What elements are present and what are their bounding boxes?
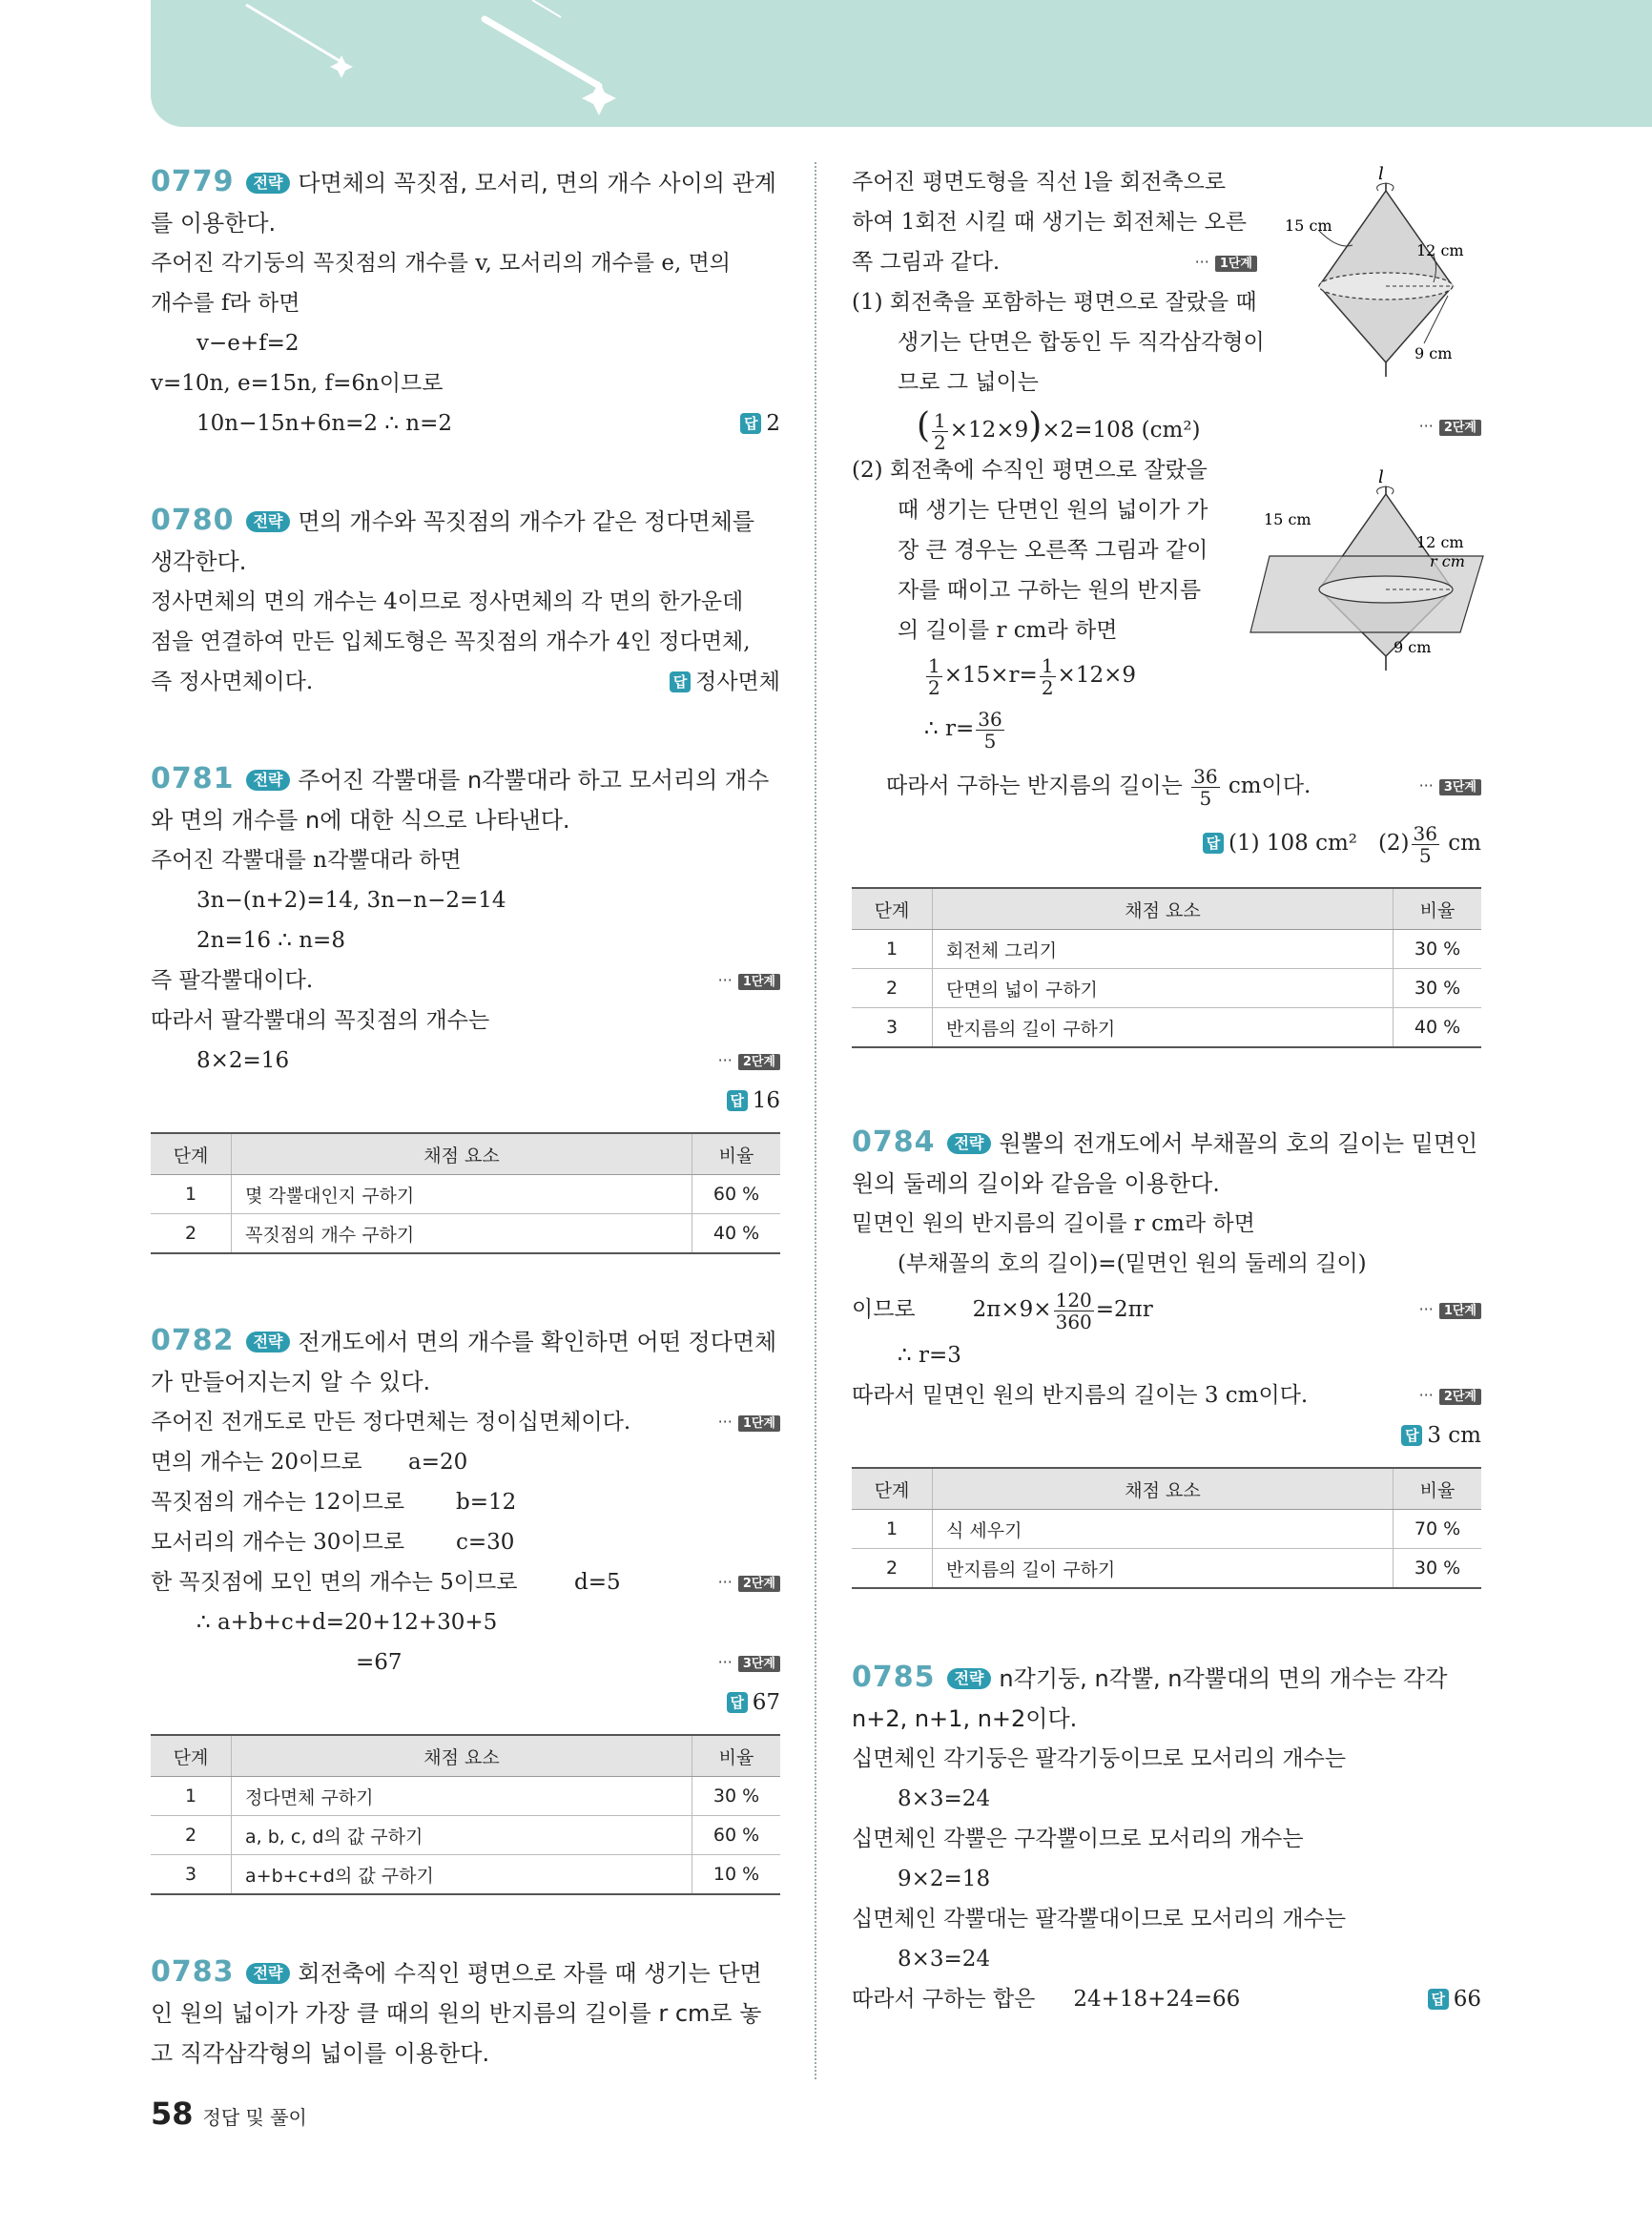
solution-line: 개수를 f라 하면 <box>151 291 300 316</box>
strategy-tag: 전략 <box>947 1133 992 1154</box>
table-row: 1 식 세우기 70 % <box>852 1510 1481 1549</box>
step-marker: ··· 1단계 <box>1419 1284 1481 1337</box>
solution-line: (부채꼴의 호의 길이)=(밑면인 원의 둘레의 길이) <box>898 1251 1367 1276</box>
strategy-text: 원뿔의 전개도에서 부채꼴의 호의 길이는 밑면인 원의 둘레의 길이와 같음을 이용한다. <box>852 1130 1478 1197</box>
scoring-table: 단계 채점 요소 비율 1 몇 각뿔대인지 구하기 60 % 2 꼭짓점의 개수 구하기 40 % <box>151 1132 780 1254</box>
solution-line: 주어진 평면도형을 직선 l을 회전축으로 <box>852 170 1227 195</box>
solution-line: 쪽 그림과 같다. ··· 1단계 <box>852 242 1257 282</box>
column-divider <box>815 162 816 2079</box>
solution-line: 따라서 팔각뿔대의 꼭짓점의 개수는 <box>151 1008 490 1033</box>
strategy-tag: 전략 <box>246 1332 291 1352</box>
problem-number: 0780 <box>151 504 235 537</box>
answer-mark: 답 <box>727 1090 748 1111</box>
right-column <box>852 162 1481 2019</box>
equation: ∴ r= $\frac{36}{5}$ <box>924 707 1002 753</box>
solution-line: 생기는 단면은 합동인 두 직각삼각형이 <box>898 330 1265 355</box>
table-row: 3 a+b+c+d의 값 구하기 10 % <box>151 1855 780 1895</box>
solution-line: v=10n, e=15n, f=6n이므로 <box>151 371 444 396</box>
equation: =67 ··· 3단계 <box>151 1642 780 1683</box>
answer: 답 3 cm <box>852 1415 1481 1456</box>
svg-text:12 cm: 12 cm <box>1416 241 1464 259</box>
strategy-tag: 전략 <box>246 511 291 532</box>
equation: 9×2=18 <box>898 1867 991 1891</box>
fraction: $\frac{1}{2}$ <box>934 408 946 454</box>
step-marker: ··· 2단계 <box>718 1041 780 1083</box>
equation: 8×3=24 <box>898 1947 991 1972</box>
strategy-text: 면의 개수와 꼭짓점의 개수가 같은 정다면체를 생각한다. <box>151 508 755 575</box>
svg-text:9 cm: 9 cm <box>1415 344 1453 362</box>
problem-0782 <box>151 1321 780 1895</box>
solution-line: 므로 그 넓이는 <box>898 370 1039 395</box>
step-marker: ··· 2단계 <box>1419 403 1481 452</box>
step-marker: ··· 2단계 <box>1419 1375 1481 1417</box>
solution-line: 한 꼭짓점에 모인 면의 개수는 5이므로 d=5 ··· 2단계 <box>151 1562 780 1602</box>
solution-line: 꼭짓점의 개수는 12이므로 b=12 <box>151 1490 517 1515</box>
table-row: 2 반지름의 길이 구하기 30 % <box>852 1549 1481 1589</box>
scoring-table: 단계 채점 요소 비율 1 회전체 그리기 30 % 2 단면의 넓이 구하기 30 % 3 반지름의 길이 구하기 40 % <box>852 887 1481 1048</box>
table-row: 3 반지름의 길이 구하기 40 % <box>852 1008 1481 1048</box>
strategy-text: n각기둥, n각뿔, n각뿔대의 면의 개수는 각각 n+2, n+1, n+2이다. <box>852 1665 1448 1732</box>
strategy-text: 회전축에 수직인 평면으로 자를 때 생기는 단면인 원의 넓이가 가장 클 때의 원의 반지름의 길이를 r cm로 놓고 직각삼각형의 넓이를 이용한다. <box>151 1960 762 2067</box>
solution-line: 따라서 구하는 합은 24+18+24=66 답 66 <box>852 1979 1481 2019</box>
answer: 답 66 <box>1428 1979 1481 2019</box>
header-banner <box>151 0 1652 127</box>
answer-mark: 답 <box>1428 1989 1449 2010</box>
problem-0783-solution <box>852 162 1481 1048</box>
page-footer <box>151 2096 307 2132</box>
shooting-star-decoration <box>151 0 818 127</box>
fraction: $\frac{36}{5}$ <box>1413 821 1437 867</box>
solution-line: 주어진 각기둥의 꼭짓점의 개수를 v, 모서리의 개수를 e, 면의 <box>151 251 732 276</box>
answer: 답 2 <box>740 403 780 444</box>
solution-line: 십면체인 각뿔은 구각뿔이므로 모서리의 개수는 <box>852 1827 1304 1851</box>
answer: 답 정사면체 <box>670 662 780 702</box>
solution-line: 면의 개수는 20이므로 a=20 <box>151 1450 468 1475</box>
problem-0780 <box>151 501 780 702</box>
problem-number: 0782 <box>151 1324 235 1357</box>
solution-line: 모서리의 개수는 30이므로 c=30 <box>151 1530 515 1555</box>
fraction: $\frac{120}{360}$ <box>1055 1288 1092 1333</box>
equation: ( $\frac{1}{2}$ ×12×9)×2=108 (cm²) ··· 2단계 <box>852 403 1481 450</box>
solution-line: 즉 팔각뿔대이다. ··· 1단계 <box>151 960 780 1001</box>
problem-number: 0785 <box>852 1661 936 1694</box>
strategy-text: 전개도에서 면의 개수를 확인하면 어떤 정다면체가 만들어지는지 알 수 있다. <box>151 1329 777 1395</box>
problem-0783 <box>151 1952 780 2074</box>
cut-cone-figure <box>1250 465 1483 675</box>
equation: 이므로 2π×9× $\frac{120}{360}$ =2πr ··· 1단계 <box>852 1284 1481 1335</box>
strategy-tag: 전략 <box>246 770 291 791</box>
solution-line: 주어진 각뿔대를 n각뿔대라 하면 <box>151 848 462 873</box>
problem-0784 <box>852 1123 1481 1589</box>
left-column <box>151 162 780 2074</box>
table-row: 2 꼭짓점의 개수 구하기 40 % <box>151 1214 780 1254</box>
solution-line: 장 큰 경우는 오른쪽 그림과 같이 <box>898 538 1208 563</box>
solution-line: 십면체인 각뿔대는 팔각뿔대이므로 모서리의 개수는 <box>852 1907 1347 1931</box>
solution-line: 정사면체의 면의 개수는 4이므로 정사면체의 각 면의 한가운데 <box>151 589 744 614</box>
problem-0779 <box>151 162 780 444</box>
problem-number: 0779 <box>151 165 235 198</box>
step-marker: ··· 1단계 <box>718 1402 780 1444</box>
table-row: 1 몇 각뿔대인지 구하기 60 % <box>151 1175 780 1214</box>
strategy-tag: 전략 <box>246 173 291 194</box>
step-marker: ··· 3단계 <box>1419 757 1481 816</box>
svg-text:15 cm: 15 cm <box>1285 217 1332 235</box>
solution-line: (1) 회전축을 포함하는 평면으로 잘랐을 때 <box>852 290 1257 315</box>
answer-mark: 답 <box>1203 833 1224 854</box>
solution-line: 주어진 전개도로 만든 정다면체는 정이십면체이다. ··· 1단계 <box>151 1402 780 1442</box>
step-marker: ··· 1단계 <box>1195 242 1257 284</box>
problem-number: 0784 <box>852 1125 936 1159</box>
solution-line: 따라서 밑면인 원의 반지름의 길이는 3 cm이다. ··· 2단계 <box>852 1375 1481 1415</box>
equation: 8×2=16 ··· 2단계 <box>151 1041 780 1081</box>
answer: 답 67 <box>151 1683 780 1723</box>
fraction: $\frac{36}{5}$ <box>978 707 1002 753</box>
scoring-table: 단계 채점 요소 비율 1 식 세우기 70 % 2 반지름의 길이 구하기 30 % <box>852 1467 1481 1589</box>
strategy-tag: 전략 <box>947 1668 992 1689</box>
svg-text:l: l <box>1378 164 1384 184</box>
fraction: $\frac{1}{2}$ <box>1041 653 1054 699</box>
solution-line: 점을 연결하여 만든 입체도형은 꼭짓점의 개수가 4인 정다면체, <box>151 630 751 654</box>
problem-number: 0781 <box>151 762 235 795</box>
table-row: 2 a, b, c, d의 값 구하기 60 % <box>151 1816 780 1855</box>
answer: 답 16 <box>151 1081 780 1121</box>
fraction: $\frac{1}{2}$ <box>928 653 940 699</box>
equation: ∴ a+b+c+d=20+12+30+5 <box>196 1610 498 1635</box>
problem-0785 <box>852 1658 1481 2019</box>
step-marker: ··· 3단계 <box>718 1642 780 1684</box>
svg-text:12 cm: 12 cm <box>1416 533 1464 551</box>
svg-text:l: l <box>1378 467 1384 487</box>
page-number: 58 <box>151 2096 194 2132</box>
answer-mark: 답 <box>670 671 691 692</box>
step-marker: ··· 1단계 <box>718 960 780 1002</box>
table-row: 1 회전체 그리기 30 % <box>852 930 1481 969</box>
table-row: 2 단면의 넓이 구하기 30 % <box>852 969 1481 1008</box>
solution-line: 하여 1회전 시킬 때 생기는 회전체는 오른 <box>852 210 1247 235</box>
solution-line: 십면체인 각기둥은 팔각기둥이므로 모서리의 개수는 <box>852 1746 1347 1771</box>
svg-text:15 cm: 15 cm <box>1264 510 1311 528</box>
solution-line: 때 생기는 단면인 원의 넓이가 가 <box>898 498 1208 523</box>
svg-text:r cm: r cm <box>1430 552 1465 570</box>
answer-mark: 답 <box>740 413 761 434</box>
strategy-text: 다면체의 꼭짓점, 모서리, 면의 개수 사이의 관계를 이용한다. <box>151 170 776 237</box>
problem-0781 <box>151 759 780 1254</box>
scoring-table: 단계 채점 요소 비율 1 정다면체 구하기 30 % 2 a, b, c, d의 값 구하기 60 % 3 a+b+c+d의 값 구하기 10 % <box>151 1734 780 1895</box>
solution-line: 의 길이를 r cm라 하면 <box>898 618 1118 643</box>
fraction: $\frac{36}{5}$ <box>1193 764 1218 810</box>
problem-number: 0783 <box>151 1955 235 1989</box>
page-section-title: 정답 및 풀이 <box>202 2106 307 2129</box>
answer-mark: 답 <box>1401 1425 1422 1446</box>
answer: 답 (1) 108 cm² (2) $\frac{36}{5}$ cm <box>852 815 1481 872</box>
equation: v−e+f=2 <box>196 331 299 356</box>
solution-line: 따라서 구하는 반지름의 길이는 $\frac{36}{5}$ cm이다. ··· 3단계 <box>852 757 1481 815</box>
solution-line: 즉 정사면체이다. 답 정사면체 <box>151 662 780 702</box>
answer-mark: 답 <box>727 1692 748 1713</box>
svg-text:9 cm: 9 cm <box>1394 638 1432 656</box>
equation: ∴ r=3 <box>898 1343 961 1368</box>
table-row: 1 정다면체 구하기 30 % <box>151 1777 780 1816</box>
equation: 2n=16 ∴ n=8 <box>196 928 345 953</box>
strategy-text: 주어진 각뿔대를 n각뿔대라 하고 모서리의 개수와 면의 개수를 n에 대한 식으로 나타낸다. <box>151 767 770 834</box>
strategy-tag: 전략 <box>246 1963 291 1984</box>
equation: 8×3=24 <box>898 1786 991 1811</box>
equation: $\frac{1}{2}$ ×15×r= $\frac{1}{2}$ ×12×9 <box>928 653 1136 699</box>
step-marker: ··· 2단계 <box>718 1562 780 1604</box>
double-cone-figure <box>1285 162 1481 382</box>
solution-line: 자를 때이고 구하는 원의 반지름 <box>898 578 1202 603</box>
equation: 10n−15n+6n=2 ∴ n=2 답 2 <box>151 403 780 444</box>
solution-line: (2) 회전축에 수직인 평면으로 잘랐을 <box>852 458 1208 483</box>
solution-line: 밑면인 원의 반지름의 길이를 r cm라 하면 <box>852 1211 1255 1236</box>
equation: 3n−(n+2)=14, 3n−n−2=14 <box>196 888 506 913</box>
